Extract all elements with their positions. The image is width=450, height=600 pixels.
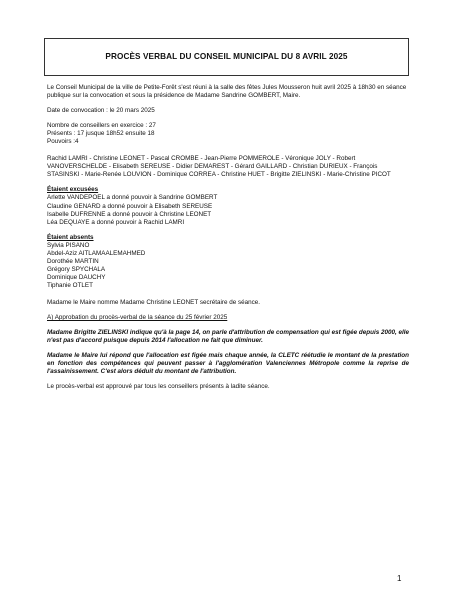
document-body [47, 84, 409, 391]
excused-heading: Étaient excusées [47, 186, 99, 194]
statement-maire: Madame le Maire lui répond que l'allocation est figée mais chaque année, la CLETC réétudie le montant de la prestation en fonction des compétences qui peuvent passer à l'agglomération Valenciennes Métropole comme la reprise de l'assainissement. C'est alors déduit du montant de l'attribution. [47, 352, 409, 376]
list-item: Abdel-Aziz AITLAMAALEMAHMED [47, 249, 146, 257]
page-title: PROCÈS VERBAL DU CONSEIL MUNICIPAL DU 8 AVRIL 2025 [105, 51, 348, 61]
list-item: Isabelle DUFRENNE a donné pouvoir à Christine LEONET [47, 210, 212, 218]
list-item: Dorothée MARTIN [47, 257, 99, 265]
attendees-list: Rachid LAMRI - Christine LEONET - Pascal CROMBE - Jean-Pierre POMMEROLE - Véronique JOLY - Robert VANOVERSCHELDE - Elisabeth SEREUSE - Didier DEMAREST - Gérard GAILLARD - Christian DURIEUX - François STASINSKI - Marie-Renée LOUVION - Dominique CORREA - Christine HUET - Brigitte ZIELINSKI - Marie-Christine PICOT [47, 155, 391, 179]
count-line: Pouvoirs :4 [47, 138, 79, 146]
list-item: Claudine GENARD a donné pouvoir à Elisabeth SEREUSE [47, 202, 213, 210]
approval-statement: Le procès-verbal est approuvé par tous les conseillers présents à ladite séance. [47, 383, 270, 391]
absent-heading: Étaient absents [47, 233, 94, 241]
list-item: Tiphanie OTLET [47, 281, 93, 289]
intro-paragraph: Le Conseil Municipal de la ville de Petite-Forêt s'est réuni à la salle des fêtes Jules Mousseron huit avril 2025 à 18h30 en séance publique sur la convocation et sous la présidence de Madame Sandrine GOMBERT, Maire. [47, 84, 407, 100]
count-line: Nombre de conseillers en exercice : 27 [47, 122, 156, 130]
statement-zielinski: Madame Brigitte ZIELINSKI indique qu'à la page 14, on parle d'attribution de compensation qui est figée depuis 2000, elle n'est pas d'accord puisque depuis 2014 l'allocation ne fait que diminuer. [47, 329, 409, 345]
secretary-statement: Madame le Maire nomme Madame Christine LEONET secrétaire de séance. [47, 298, 261, 306]
agenda-item: A) Approbation du procès-verbal de la séance du 25 février 2025 [47, 314, 228, 322]
list-item: Arlette VANDEPOEL a donné pouvoir à Sandrine GOMBERT [47, 194, 218, 202]
count-line: Présents : 17 jusque 18h52 ensuite 18 [47, 130, 155, 138]
title-box [44, 38, 409, 76]
page-number: 1 [397, 574, 402, 583]
absent-section [47, 234, 409, 290]
counts-block [47, 122, 409, 146]
list-item: Léa DEQUAYE a donné pouvoir à Rachid LAMRI [47, 218, 185, 226]
convocation-date: Date de convocation : le 20 mars 2025 [47, 107, 155, 115]
list-item: Dominique DAUCHY [47, 273, 106, 281]
list-item: Sylvia PISANO [47, 241, 90, 249]
excused-section [47, 186, 409, 226]
list-item: Grégory SPYCHALA [47, 265, 106, 273]
